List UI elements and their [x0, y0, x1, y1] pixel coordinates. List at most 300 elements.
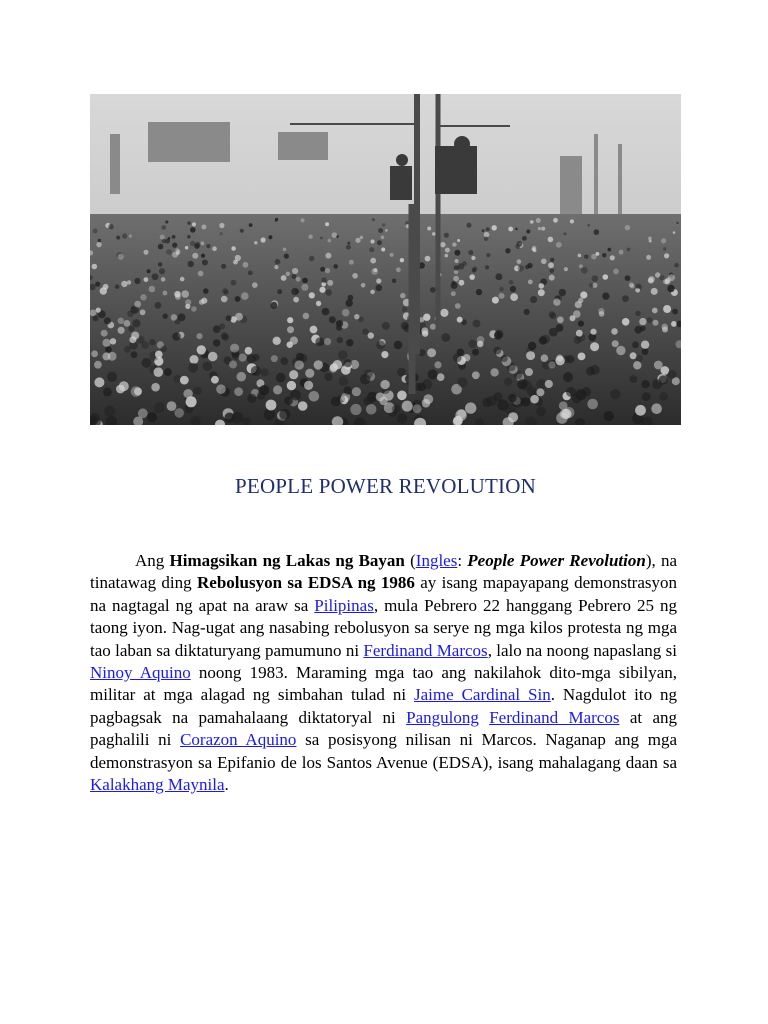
crowd-dot	[556, 242, 562, 248]
crowd-dot	[526, 351, 535, 360]
crowd-dot	[541, 259, 547, 265]
crowd-dot	[144, 277, 149, 282]
crowd-dot	[339, 376, 349, 386]
crowd-dot	[647, 317, 653, 323]
crowd-dot	[377, 240, 382, 245]
crowd-dot	[254, 241, 257, 244]
crowd-dot	[124, 320, 131, 327]
crowd-dot	[613, 269, 619, 275]
crowd-dot	[402, 307, 408, 313]
crowd-dot	[455, 259, 459, 263]
crowd-dot	[539, 283, 545, 289]
crowd-dot	[185, 304, 190, 309]
crowd-dot	[151, 383, 160, 392]
crowd-dot	[158, 244, 164, 250]
crowd-dot	[664, 253, 669, 258]
crowd-dot	[612, 340, 619, 347]
crowd-dot	[444, 233, 449, 238]
crowd-dot	[292, 268, 298, 274]
crowd-dot	[241, 292, 249, 300]
italic-term-people-power: People Power Revolution	[467, 551, 646, 570]
text-segment: ay isang mapayapang demonstrasyon na nagtagal ng apat na araw sa	[90, 573, 678, 615]
crowd-dot	[154, 367, 164, 377]
crowd-dot	[301, 218, 305, 222]
crowd-dot	[115, 284, 120, 289]
crowd-dot	[376, 393, 385, 402]
crowd-dot	[245, 347, 253, 355]
crowd-dot	[293, 297, 299, 303]
crowd-dot	[553, 298, 560, 305]
crowd-dot	[320, 237, 323, 240]
crowd-dot	[590, 342, 599, 351]
crowd-dot	[517, 379, 527, 389]
crowd-dot	[147, 269, 151, 273]
crowd-dot	[96, 308, 101, 313]
crowd-dot	[174, 408, 184, 418]
crowd-dot	[578, 353, 586, 361]
crowd-dot	[240, 229, 244, 233]
crowd-dot	[467, 223, 472, 228]
crowd-dot	[332, 232, 338, 238]
crowd-dot	[164, 368, 172, 376]
crowd-dot	[381, 351, 388, 358]
crowd-dot	[202, 260, 208, 266]
crowd-dot	[226, 315, 232, 321]
link-ferdinand-marcos[interactable]: Ferdinand Marcos	[363, 640, 488, 660]
crowd-dot	[548, 262, 554, 268]
link-kalakhang-maynila[interactable]: Kalakhang Maynila	[90, 775, 225, 795]
crowd-dot	[499, 287, 504, 292]
crowd-dot	[472, 349, 479, 356]
crowd-dot	[275, 220, 278, 223]
crowd-dot	[213, 325, 221, 333]
crowd-dot	[625, 275, 631, 281]
crowd-dot	[362, 328, 368, 334]
crowd-photo	[90, 94, 681, 425]
link-ferdinand-marcos-2[interactable]: Ferdinand Marcos	[489, 707, 620, 727]
crowd-dot	[309, 292, 315, 298]
link-pilipinas[interactable]: Pilipinas	[314, 595, 374, 615]
crowd-dot	[216, 384, 226, 394]
link-pangulong[interactable]: Pangulong	[406, 707, 479, 727]
crowd-dot	[328, 239, 332, 243]
crowd-dot	[211, 376, 219, 384]
crowd-dot	[140, 294, 146, 300]
crowd-dot	[296, 277, 301, 282]
crowd-dot	[321, 277, 327, 283]
crowd-dot	[604, 411, 614, 421]
crowd-dot	[118, 327, 125, 334]
crowd-dot	[220, 232, 223, 235]
crowd-dot	[508, 412, 518, 422]
body-paragraph	[90, 550, 677, 796]
crowd-dot	[108, 224, 113, 229]
crowd-dot	[172, 332, 181, 341]
crowd-dot	[671, 321, 677, 327]
crowd-dot	[652, 308, 658, 314]
crowd-dot	[390, 253, 394, 257]
crowd-dot	[673, 231, 676, 234]
crowd-dot	[291, 288, 299, 296]
crowd-dot	[172, 235, 176, 239]
crowd-dot	[149, 286, 156, 293]
crowd-dot	[287, 381, 296, 390]
crowd-dot	[110, 338, 116, 344]
crowd-dot	[94, 377, 104, 387]
crowd-dot	[273, 385, 282, 394]
crowd-dot	[188, 363, 198, 373]
crowd-dot	[121, 281, 127, 287]
crowd-dot	[248, 271, 253, 276]
crowd-dot	[116, 385, 125, 394]
crowd-dot	[105, 346, 112, 353]
crowd-dot	[430, 287, 436, 293]
crowd-dot	[131, 386, 142, 397]
crowd-dot	[634, 326, 642, 334]
crowd-dot	[473, 320, 481, 328]
crowd-dot	[573, 310, 581, 318]
crowd-dot	[434, 361, 441, 368]
crowd-dot	[570, 219, 574, 223]
crowd-dot	[200, 241, 204, 245]
crowd-dot	[199, 299, 204, 304]
crowd-dot	[303, 313, 310, 320]
crowd-dot	[349, 260, 354, 265]
crowd-dot	[180, 376, 189, 385]
crowd-dot	[274, 265, 278, 269]
crowd-dot	[281, 275, 287, 281]
crowd-dot	[344, 359, 352, 367]
crowd-dot	[423, 314, 430, 321]
crowd-dot	[659, 275, 664, 280]
crowd-dot	[437, 373, 445, 381]
crowd-dot	[298, 401, 308, 411]
crowd-dot	[221, 264, 226, 269]
crowd-dot	[459, 280, 465, 286]
crowd-dot	[385, 229, 388, 232]
crowd-dot	[166, 249, 172, 255]
crowd-dot	[124, 346, 131, 353]
crowd-dot	[320, 267, 325, 272]
crowd-dot	[486, 227, 490, 231]
crowd-dot	[477, 341, 484, 348]
crowd-dot	[280, 357, 288, 365]
crowd-dot	[314, 360, 323, 369]
crowd-dot	[590, 329, 596, 335]
crowd-dot	[485, 265, 489, 269]
crowd-dot	[275, 259, 281, 265]
crowd-dot	[232, 412, 244, 424]
crowd-dot	[428, 369, 438, 379]
crowd-dot	[302, 278, 308, 284]
crowd-dot	[668, 370, 677, 379]
crowd-dot	[611, 328, 618, 335]
crowd-dot	[468, 340, 476, 348]
crowd-dot	[346, 245, 351, 250]
crowd-dot	[192, 222, 196, 226]
crowd-dot	[152, 273, 159, 280]
bold-term-rebolusyon: Rebolusyon sa EDSA ng 1986	[197, 573, 415, 593]
crowd-dot	[630, 284, 635, 289]
crowd-dot	[324, 338, 331, 345]
crowd-dot	[576, 330, 583, 337]
crowd-dot	[454, 250, 460, 256]
crowd-dot	[91, 350, 98, 357]
crowd-dot	[536, 379, 546, 389]
crowd-dot	[171, 314, 178, 321]
crowd-dot	[557, 316, 564, 323]
crowd-dot	[322, 308, 330, 316]
link-ingles[interactable]: Ingles	[415, 551, 458, 570]
crowd-dot	[630, 375, 638, 383]
crowd-dot	[369, 247, 374, 252]
crowd-dot	[530, 395, 539, 404]
crowd-dot	[333, 360, 342, 369]
crowd-dot	[530, 296, 537, 303]
crowd-dot	[129, 235, 132, 238]
crowd-dot	[273, 337, 281, 345]
crowd-dot	[203, 361, 213, 371]
crowd-dot	[453, 276, 459, 282]
crowd-dot	[509, 280, 514, 285]
crowd-dot	[574, 336, 582, 344]
crowd-dot	[555, 356, 564, 365]
link-jaime-cardinal-sin[interactable]: Jaime Cardinal Sin	[414, 685, 551, 705]
text-segment: .	[224, 775, 229, 795]
crowd-dot	[603, 274, 609, 280]
text-segment: , lalo na noong napaslang si	[487, 640, 677, 660]
crowd-dot	[252, 282, 258, 288]
link-corazon-aquino[interactable]: Corazon Aquino	[180, 730, 297, 750]
crowd-dot	[327, 280, 333, 286]
crowd-dot	[432, 232, 436, 236]
crowd-dot	[495, 273, 502, 280]
crowd-dot	[515, 228, 518, 231]
crowd-dot	[589, 283, 594, 288]
crowd-dot	[376, 285, 383, 292]
crowd-dot	[528, 280, 533, 285]
crowd-dot	[92, 264, 98, 270]
crowd-dot	[190, 355, 199, 364]
crowd-dot	[522, 236, 527, 241]
crowd-dot	[413, 404, 422, 413]
crowd-dot	[517, 241, 523, 247]
crowd-dot	[284, 254, 289, 259]
crowd-dot	[602, 253, 606, 257]
crowd-dot	[203, 288, 209, 294]
crowd-dot	[526, 230, 530, 234]
crowd-dot	[122, 233, 127, 238]
crowd-dot	[497, 399, 508, 410]
crowd-dot	[382, 223, 386, 227]
crowd-dot	[361, 283, 366, 288]
crowd-dot	[325, 268, 330, 273]
crowd-dot	[538, 227, 541, 230]
crowd-dot	[440, 242, 445, 247]
text-segment: at ang paghalili ni	[90, 707, 677, 750]
crowd-dot	[661, 238, 666, 243]
crowd-dot	[118, 254, 124, 260]
crowd-dot	[672, 309, 678, 315]
crowd-dot	[553, 218, 558, 223]
crowd-dot	[632, 341, 639, 348]
crowd-dot	[201, 225, 206, 230]
crowd-dot	[476, 289, 482, 295]
crowd-dot	[160, 235, 165, 240]
crowd-dot	[539, 336, 547, 344]
crowd-dot	[161, 225, 166, 230]
crowd-dot	[134, 278, 140, 284]
crowd-dot	[287, 326, 294, 333]
crowd-dot	[581, 267, 588, 274]
crowd-dot	[610, 389, 620, 399]
crowd-dot	[346, 339, 353, 346]
crowd-dot	[462, 261, 467, 266]
text-segment: ), na tinatawag ding	[90, 551, 678, 593]
crowd-dot	[190, 227, 196, 233]
crowd-dot	[174, 291, 180, 297]
crowd-dot	[667, 285, 674, 292]
crowd-dot	[651, 403, 662, 414]
crowd-dot	[128, 326, 134, 332]
crowd-dot	[440, 309, 448, 317]
crowd-dot	[221, 296, 228, 303]
crowd-dot	[366, 404, 377, 415]
crowd-dot	[622, 318, 630, 326]
crowd-dot	[279, 409, 290, 420]
crowd-dot	[159, 268, 165, 274]
crowd-dot	[165, 220, 168, 223]
crowd-dot	[201, 254, 205, 258]
crowd-dot	[195, 242, 201, 248]
crowd-dot	[457, 239, 460, 242]
crowd-dot	[610, 255, 615, 260]
crowd-dot	[154, 402, 165, 413]
crowd-dot	[528, 342, 536, 350]
crowd-dot	[616, 346, 625, 355]
crowd-dot	[196, 333, 202, 339]
text-segment: :	[457, 551, 468, 570]
crowd-dot	[237, 372, 247, 382]
crowd-dot	[249, 223, 253, 227]
crowd-dot	[266, 400, 277, 411]
crowd-dot	[635, 405, 646, 416]
crowd-dot	[510, 286, 516, 292]
crowd-dot	[394, 341, 403, 350]
crowd-dot	[197, 345, 206, 354]
crowd-dot	[622, 295, 629, 302]
crowd-dot	[642, 348, 649, 355]
crowd-dot	[400, 293, 406, 299]
crowd-dot	[180, 277, 185, 282]
crowd-dot	[235, 296, 241, 302]
crowd-dot	[596, 252, 600, 256]
crowd-dot	[127, 311, 133, 317]
crowd-dot	[627, 248, 631, 252]
crowd-dot	[642, 392, 651, 401]
crowd-dot	[352, 273, 358, 279]
crowd-dot	[469, 274, 475, 280]
crowd-dot	[116, 236, 120, 240]
crowd-dot	[490, 368, 498, 376]
crowd-dot	[235, 255, 241, 261]
crowd-dot	[492, 297, 499, 304]
crowd-dot	[103, 284, 109, 290]
crowd-dot	[471, 256, 475, 260]
bold-italic-term	[467, 551, 646, 570]
crowd-dot	[587, 399, 598, 410]
crowd-dot	[421, 327, 428, 334]
crowd-dot	[344, 386, 352, 394]
crowd-dot	[221, 332, 228, 339]
crowd-dot	[247, 354, 256, 363]
crowd-dot	[504, 378, 512, 386]
crowd-dot	[346, 299, 353, 306]
link-ninoy-aquino[interactable]: Ninoy Aquino	[90, 663, 191, 683]
crowd-dot	[659, 375, 668, 384]
crowd-dot	[608, 248, 612, 252]
crowd-dot	[636, 355, 643, 362]
text-segment: sa posisyong nilisan ni Marcos. Naganap ang mga demonstrasyon sa Epifanio de los Santos Avenue (EDSA), isang mahalagang daan sa	[90, 730, 677, 772]
crowd-dot	[532, 247, 536, 251]
crowd-dot	[525, 368, 533, 376]
crowd-dot	[181, 290, 189, 298]
crowd-dot	[183, 389, 192, 398]
crowd-dot	[457, 349, 465, 357]
crowd-dot	[486, 253, 490, 257]
crowd-dot	[360, 374, 370, 384]
crowd-dot	[131, 351, 138, 358]
crowd-dot	[472, 266, 477, 271]
crowd-dot	[550, 258, 554, 262]
crowd-dot	[142, 358, 152, 368]
crowd-dot	[163, 314, 168, 319]
crowd-dot	[397, 413, 407, 423]
crowd-dot	[172, 243, 177, 248]
crowd-dot	[287, 342, 293, 348]
crowd-dot	[309, 391, 320, 402]
crowd-dot	[316, 301, 321, 306]
crowd-dot	[192, 253, 198, 259]
crowd-dot	[653, 320, 659, 326]
crowd-dot	[468, 250, 473, 255]
crowd-dot	[270, 302, 277, 309]
crowd-dot	[548, 361, 555, 368]
crowd-dot	[158, 262, 162, 266]
crowd-dot	[635, 311, 640, 316]
crowd-dot	[536, 388, 544, 396]
crowd-dot	[360, 236, 363, 239]
crowd-dot	[324, 373, 332, 381]
crowd-dot	[277, 289, 282, 294]
crowd-dot	[659, 392, 668, 401]
crowd-dot	[118, 318, 124, 324]
crowd-dot	[234, 387, 243, 396]
crowd-dot	[381, 248, 385, 252]
crowd-dot	[98, 239, 101, 242]
crowd-dot	[160, 346, 167, 353]
crowd-dot	[619, 250, 624, 255]
crowd-dot	[549, 275, 555, 281]
crowd-dot	[425, 256, 431, 262]
crowd-dot	[163, 291, 168, 296]
crowd-dot	[563, 232, 566, 235]
crowd-dot	[264, 409, 275, 420]
crowd-dot	[575, 389, 586, 400]
crowd-dot	[625, 225, 630, 230]
crowd-dot	[336, 320, 343, 327]
crowd-dot	[193, 387, 201, 395]
